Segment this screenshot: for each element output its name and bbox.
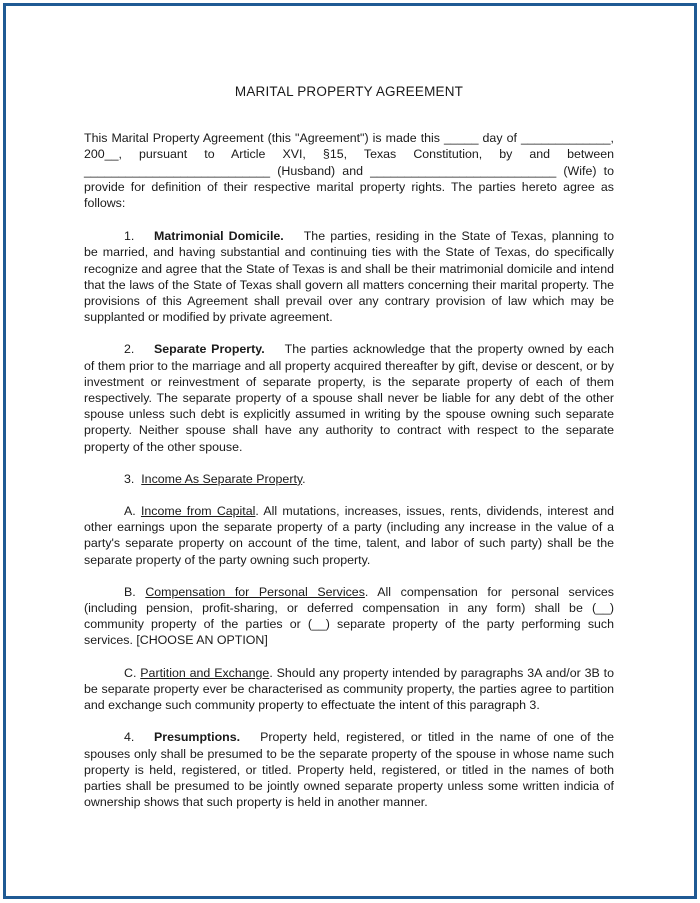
subsection-text: . Should any property intended by paragraphs 3A and/or 3B to be separate property ever be characterised as community property, the parties agree to partition and exchange such community property to effectuate the intent of this paragraph 3. bbox=[84, 665, 614, 713]
section-text: The parties acknowledge that the property owned by each of them prior to the marriage and all property acquired thereafter by gift, devise or descent, or by investment or reinvestment of separate property, is the separate property of each of them respectively. The separate property of a spouse shall never be liable for any debt of the other spouse unless such debt is explicitly assumed in writing by the spouse owning such separate property. Neither spouse shall have any authority to contract with respect to the separate property of the other spouse. bbox=[84, 342, 614, 454]
subsection-label: B. bbox=[124, 584, 136, 599]
section-number: 3. bbox=[124, 471, 135, 486]
subsection-label: A. bbox=[124, 504, 136, 519]
subsection-3b bbox=[84, 584, 614, 649]
section-heading: Income As Separate Property bbox=[141, 471, 303, 486]
subsection-heading: Compensation for Personal Services bbox=[145, 584, 365, 599]
section-text: The parties, residing in the State of Texas, planning to be married, and having substantial and continuing ties with the State of Texas, do specifically recognize and agree that the State of Texas is and shall be their matrimonial domicile and intend that the laws of the State of Texas shall govern all matters concerning their marital property. The provisions of this Agreement shall prevail over any contrary provision of law which may be supplanted or modified by private agreement. bbox=[84, 229, 614, 325]
section-text: Property held, registered, or titled in the name of one of the spouses only shall be presumed to be the separate property of the spouse in whose name such property is held, registered, or titled. Property held, registered, or titled in the names of both parties shall be presumed to be jointly owned separate property unless some written indicia of ownership shows that such property is held in another manner. bbox=[84, 730, 614, 810]
subsection-text: . All compensation for personal services (including pension, profit-sharing, or deferred compensation in any form) shall be (__) community property of the parties or (__) separate property of the party performing such services. [CHOOSE AN OPTION] bbox=[84, 584, 614, 648]
subsection-text: . All mutations, increases, issues, rents, dividends, interest and other earnings upon the separate property of a party (including any increase in the value of a party's separate property on account of the time, talent, and labor of such party) shall be the separate property of the party owning such property. bbox=[84, 504, 614, 567]
section-heading: Presumptions. bbox=[154, 730, 241, 745]
intro-paragraph: This Marital Property Agreement (this "Agreement") is made this _____ day of _____________, 200__, pursuant to Article XVI, §15, Texas Constitution, by and between ___________________________ (Husband) and ___________________________ (Wife) to provide for definition of their respective marital property rights. The parties hereto agree as follows: bbox=[84, 131, 614, 211]
section-4 bbox=[84, 729, 614, 810]
subsection-heading: Income from Capital bbox=[140, 504, 256, 519]
section-heading-punct: . bbox=[302, 471, 306, 486]
section-heading: Separate Property. bbox=[154, 342, 265, 357]
section-number: 4. bbox=[124, 730, 135, 745]
section-1 bbox=[84, 228, 614, 325]
subsection-heading: Partition and Exchange bbox=[140, 665, 270, 680]
section-heading: Matrimonial Domicile. bbox=[154, 229, 284, 244]
section-3-heading bbox=[84, 471, 614, 487]
document-title: MARITAL PROPERTY AGREEMENT bbox=[234, 84, 464, 99]
subsection-3c bbox=[84, 665, 614, 714]
section-number: 2. bbox=[124, 342, 135, 357]
section-number: 1. bbox=[124, 229, 135, 244]
subsection-label: C. bbox=[124, 665, 137, 680]
subsection-3a bbox=[84, 503, 614, 568]
section-2 bbox=[84, 341, 614, 454]
document-page bbox=[84, 84, 614, 826]
